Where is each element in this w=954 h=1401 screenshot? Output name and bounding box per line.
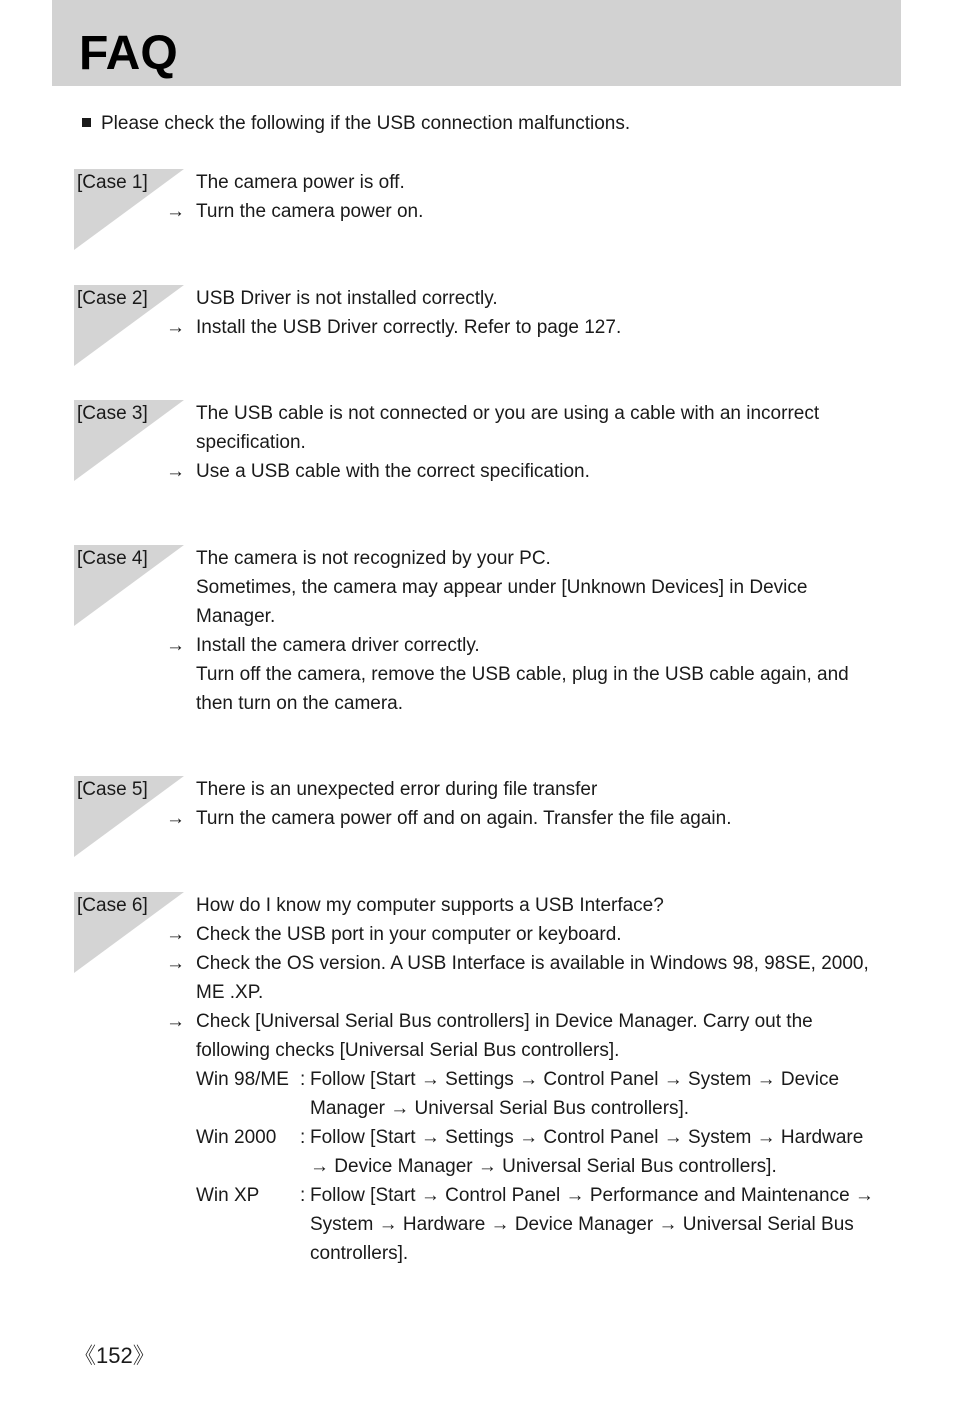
os-colon: : [300, 1127, 306, 1148]
os-instruction-text: Manager → Universal Serial Bus controllers]. [310, 1098, 690, 1119]
os-instruction-line [164, 1152, 884, 1181]
case-label: [Case 2] [77, 288, 148, 309]
case-label: [Case 1] [77, 172, 148, 193]
case-content [164, 775, 884, 833]
line-text: Turn the camera power on. [196, 201, 424, 222]
case-text-line [164, 689, 884, 718]
page-title: FAQ [79, 27, 178, 80]
header-band [52, 0, 901, 86]
right-arrow-icon: → [166, 635, 185, 656]
case-solution-line [164, 631, 884, 660]
case-content [164, 891, 884, 1268]
case-text-line [164, 1036, 884, 1065]
line-text: Check the OS version. A USB Interface is available in Windows 98, 98SE, 2000, [196, 953, 869, 974]
case-text-line [164, 428, 884, 457]
os-instruction-line [164, 1210, 884, 1239]
case-solution-line [164, 1007, 884, 1036]
os-name: Win XP [196, 1185, 260, 1206]
line-text: Turn the camera power off and on again. Transfer the file again. [196, 808, 732, 829]
right-arrow-icon: → [166, 1011, 185, 1032]
line-text: USB Driver is not installed correctly. [196, 288, 498, 309]
os-name: Win 98/ME [196, 1069, 289, 1090]
case-solution-line [164, 197, 884, 226]
right-arrow-icon: → [166, 201, 185, 222]
intro-label: Please check the following if the USB connection malfunctions. [101, 113, 631, 134]
page-number: 《152》 [74, 1343, 155, 1368]
line-text: Use a USB cable with the correct specification. [196, 461, 590, 482]
case-content [164, 284, 884, 342]
case-text-line [164, 573, 884, 602]
line-text: How do I know my computer supports a USB Interface? [196, 895, 664, 916]
case-text-line [164, 660, 884, 689]
case-label: [Case 6] [77, 895, 148, 916]
os-colon: : [300, 1185, 306, 1206]
right-arrow-icon: → [166, 953, 185, 974]
line-text: then turn on the camera. [196, 693, 404, 714]
case-content [164, 399, 884, 486]
os-instruction-line [164, 1239, 884, 1268]
line-text: Check [Universal Serial Bus controllers] in Device Manager. Carry out the [196, 1011, 813, 1032]
os-colon: : [300, 1069, 306, 1090]
line-text: Check the USB port in your computer or keyboard. [196, 924, 622, 945]
square-bullet-icon [82, 118, 91, 127]
case-text-line [164, 602, 884, 631]
right-arrow-icon: → [166, 317, 185, 338]
case-solution-line [164, 313, 884, 342]
right-arrow-icon: → [166, 924, 185, 945]
line-text: Install the USB Driver correctly. Refer to page 127. [196, 317, 622, 338]
os-instruction-text: Follow [Start → Control Panel → Performance and Maintenance → [310, 1185, 874, 1206]
case-solution-line [164, 457, 884, 486]
os-instruction-text: Follow [Start → Settings → Control Panel → System → Device [310, 1069, 840, 1090]
os-instruction-text: → Device Manager → Universal Serial Bus controllers]. [310, 1156, 777, 1177]
line-text: Manager. [196, 606, 276, 627]
case-text-line [164, 168, 884, 197]
case-text-line [164, 544, 884, 573]
os-instruction-text: controllers]. [310, 1243, 409, 1264]
case-text-line [164, 891, 884, 920]
right-arrow-icon: → [166, 461, 185, 482]
intro-text [82, 112, 630, 136]
case-text-line [164, 775, 884, 804]
os-instruction-text: Follow [Start → Settings → Control Panel → System → Hardware [310, 1127, 864, 1148]
os-instruction-line [164, 1094, 884, 1123]
right-arrow-icon: → [166, 808, 185, 829]
line-text: ME .XP. [196, 982, 264, 1003]
line-text: Turn off the camera, remove the USB cable, plug in the USB cable again, and [196, 664, 849, 685]
case-label: [Case 4] [77, 548, 148, 569]
case-content [164, 168, 884, 226]
case-solution-line [164, 949, 884, 978]
case-text-line [164, 978, 884, 1007]
case-label: [Case 3] [77, 403, 148, 424]
line-text: Install the camera driver correctly. [196, 635, 480, 656]
os-instruction-line [164, 1065, 884, 1094]
case-label: [Case 5] [77, 779, 148, 800]
line-text: following checks [Universal Serial Bus controllers]. [196, 1040, 620, 1061]
case-solution-line [164, 804, 884, 833]
case-content [164, 544, 884, 718]
case-text-line [164, 284, 884, 313]
case-solution-line [164, 920, 884, 949]
os-instruction-text: System → Hardware → Device Manager → Universal Serial Bus [310, 1214, 854, 1235]
line-text: specification. [196, 432, 306, 453]
line-text: The camera is not recognized by your PC. [196, 548, 551, 569]
line-text: The USB cable is not connected or you are using a cable with an incorrect [196, 403, 820, 424]
line-text: Sometimes, the camera may appear under [Unknown Devices] in Device [196, 577, 808, 598]
case-text-line [164, 399, 884, 428]
line-text: The camera power is off. [196, 172, 405, 193]
os-instruction-line [164, 1123, 884, 1152]
line-text: There is an unexpected error during file transfer [196, 779, 598, 800]
os-name: Win 2000 [196, 1127, 277, 1148]
os-instruction-line [164, 1181, 884, 1210]
